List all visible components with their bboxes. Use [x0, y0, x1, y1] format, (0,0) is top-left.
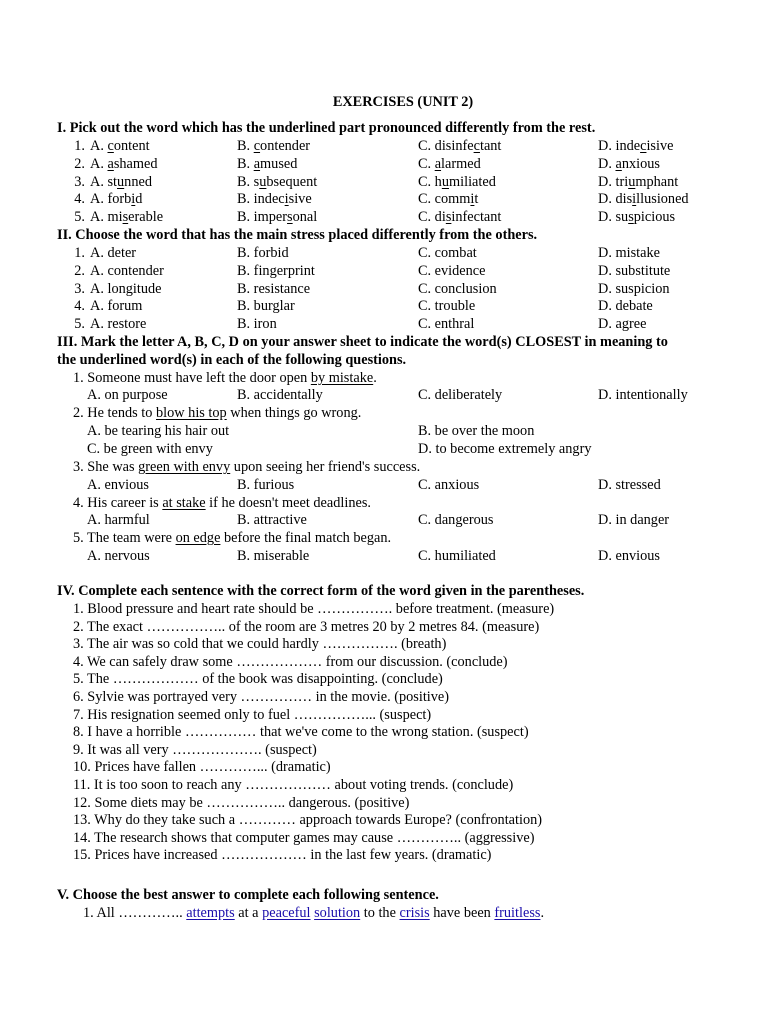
question-3-1: 1. Someone must have left the door open by mistake. [73, 370, 377, 386]
option-c [418, 155, 481, 173]
options-3-2-row1 [0, 422, 768, 440]
option-c [418, 190, 478, 208]
option-d: D. envious [598, 548, 660, 564]
option-c: C. anxious [418, 477, 480, 493]
word-link[interactable]: crisis [399, 905, 430, 921]
sentence-line: 14. The research shows that computer games may cause ………….. (aggressive) [73, 830, 535, 846]
item-row [0, 297, 768, 315]
underlined-letter: s [628, 209, 634, 225]
option-c: C. be green with envy [87, 441, 213, 457]
option-text: llusioned [636, 191, 689, 207]
underlined-phrase: by mistake [310, 370, 374, 386]
sentence-line: 10. Prices have fallen …………... (dramatic) [73, 759, 331, 775]
sentence-line: 15. Prices have increased ……………… in the last few years. (dramatic) [73, 847, 492, 863]
option-text: A. [90, 138, 108, 154]
option-text: picious [633, 209, 676, 225]
option-text: D. [598, 156, 616, 172]
item-row [0, 190, 768, 208]
section-5-heading: V. Choose the best answer to complete each following sentence. [57, 887, 439, 903]
option-text: B. indec [237, 191, 285, 207]
option-a: A. envious [87, 477, 149, 493]
sentence-line: 3. The air was so cold that we could hardly ……………. (breath) [73, 636, 447, 652]
underlined-phrase: blow his top [156, 405, 227, 421]
option-text: A. [90, 156, 108, 172]
item-number: 1. [74, 138, 85, 154]
sentence-line: 12. Some diets may be …………….. dangerous. (positive) [73, 795, 410, 811]
option-b [237, 190, 312, 208]
underlined-letter: a [253, 156, 261, 172]
item-number: 5. [74, 209, 85, 225]
option-text: erable [128, 209, 164, 225]
question-3-5: 5. The team were on edge before the final match began. [73, 530, 392, 546]
option-text: A. mi [90, 209, 123, 225]
option-a [90, 155, 158, 173]
section-2-heading: II. Choose the word that has the main stress placed differently from the others. [57, 227, 538, 243]
sentence-line: 8. I have a horrible …………… that we've come to the wrong station. (suspect) [73, 724, 529, 740]
option-text: B. [237, 138, 254, 154]
option-a: A. forum [90, 298, 143, 314]
option-c: C. enthral [418, 316, 475, 332]
option-text: C. comm [418, 191, 471, 207]
item-row [0, 280, 768, 298]
underlined-letter: c [107, 138, 114, 154]
question-3-4: 4. His career is at stake if he doesn't meet deadlines. [73, 495, 371, 511]
option-b [237, 155, 297, 173]
sentence-line: 7. His resignation seemed only to fuel ……………... (suspect) [73, 707, 432, 723]
option-text: D. tri [598, 174, 629, 190]
option-text: D. inde [598, 138, 641, 154]
option-c [418, 137, 501, 155]
option-text: mused [260, 156, 298, 172]
option-a: A. be tearing his hair out [87, 423, 230, 439]
underlined-letter: s [445, 209, 452, 225]
word-link[interactable]: solution [314, 905, 361, 921]
option-d: D. in danger [598, 512, 670, 528]
page-title: EXERCISES (UNIT 2) [332, 94, 474, 110]
underlined-letter: i [470, 191, 475, 207]
sentence-line: 1. Blood pressure and heart rate should be ……………. before treatment. (measure) [73, 601, 555, 617]
underlined-phrase: on edge [175, 530, 221, 546]
sentence-line: 2. The exact …………….. of the room are 3 metres 20 by 2 metres 84. (measure) [73, 619, 540, 635]
option-a [90, 173, 152, 191]
section-3-heading-line2: the underlined word(s) in each of the following questions. [57, 352, 407, 368]
option-text: shamed [113, 156, 158, 172]
sentence-line: 4. We can safely draw some ……………… from our discussion. (conclude) [73, 654, 508, 670]
option-text: D. su [598, 209, 629, 225]
option-c [418, 173, 496, 191]
option-c: C. conclusion [418, 281, 497, 297]
option-d: D. intentionally [598, 387, 688, 403]
option-b: B. attractive [237, 512, 307, 528]
option-c [418, 208, 501, 226]
underlined-letter: i [284, 191, 289, 207]
underlined-letter: c [473, 138, 480, 154]
option-b [237, 137, 310, 155]
option-b: B. miserable [237, 548, 310, 564]
underlined-letter: i [632, 191, 637, 207]
option-d: D. stressed [598, 477, 661, 493]
option-text: infectant [451, 209, 502, 225]
underlined-letter: a [615, 156, 622, 172]
underlined-letter: c [640, 138, 647, 154]
option-text: t [474, 191, 479, 207]
options-3-2-row2 [0, 440, 768, 458]
option-text: D. dis [598, 191, 633, 207]
option-text: d [135, 191, 143, 207]
section-3-heading-line1: III. Mark the letter A, B, C, D on your answer sheet to indicate the word(s) CLOSEST in meaning to [57, 334, 668, 350]
option-c: C. trouble [418, 298, 476, 314]
option-text: miliated [449, 174, 496, 190]
option-d: D. mistake [598, 245, 660, 261]
option-text: sive [288, 191, 312, 207]
item-number: 3. [74, 281, 85, 297]
option-d: D. debate [598, 298, 653, 314]
underlined-letter: u [117, 174, 125, 190]
item-number: 2. [74, 156, 85, 172]
item-number: 2. [74, 263, 85, 279]
word-link[interactable]: peaceful [262, 905, 311, 921]
option-text: ontender [260, 138, 311, 154]
option-d: D. substitute [598, 263, 671, 279]
underlined-letter: i [131, 191, 136, 207]
item-number: 4. [74, 191, 85, 207]
option-text: A. forb [90, 191, 132, 207]
option-b: B. be over the moon [418, 423, 535, 439]
option-text: B. s [237, 174, 260, 190]
question-3-3: 3. She was green with envy upon seeing her friend's success. [73, 459, 421, 475]
option-text: B. [237, 156, 254, 172]
option-b: B. resistance [237, 281, 311, 297]
option-c: C. humiliated [418, 548, 496, 564]
item-number: 1. [74, 245, 85, 261]
sentence-line: 11. It is too soon to reach any ……………… about voting trends. (conclude) [73, 777, 514, 793]
item-row [0, 173, 768, 191]
options-3-5 [0, 547, 768, 565]
option-text: ontent [113, 138, 150, 154]
option-text: C. [418, 156, 435, 172]
option-text: bsequent [266, 174, 318, 190]
question-5-1: 1. All ………….. attempts at a peaceful solution to the crisis have been fruitless. [83, 905, 545, 921]
section-1-heading: I. Pick out the word which has the underlined part pronounced differently from the rest. [57, 120, 596, 136]
underlined-phrase: at stake [162, 495, 206, 511]
word-link[interactable]: fruitless [494, 905, 541, 921]
option-text: nned [124, 174, 152, 190]
option-b: B. accidentally [237, 387, 323, 403]
option-d [598, 155, 660, 173]
item-number: 4. [74, 298, 85, 314]
underlined-letter: u [628, 174, 636, 190]
underlined-letter: u [441, 174, 449, 190]
option-a [90, 208, 163, 226]
options-3-3 [0, 476, 768, 494]
option-a: A. longitude [90, 281, 162, 297]
options-3-4 [0, 511, 768, 529]
option-b [237, 173, 317, 191]
option-d [598, 173, 678, 191]
option-d [598, 208, 675, 226]
option-a: A. harmful [87, 512, 150, 528]
underlined-letter: a [434, 156, 442, 172]
option-b: B. fingerprint [237, 263, 315, 279]
underlined-letter: a [107, 156, 114, 172]
option-a [90, 137, 150, 155]
item-row [0, 262, 768, 280]
option-c: C. evidence [418, 263, 486, 279]
option-a: A. restore [90, 316, 147, 332]
option-b: B. burglar [237, 298, 295, 314]
option-c: C. dangerous [418, 512, 494, 528]
underlined-letter: s [287, 209, 293, 225]
option-text: tant [479, 138, 502, 154]
underlined-letter: c [253, 138, 261, 154]
item-number: 5. [74, 316, 85, 332]
option-a: A. on purpose [87, 387, 168, 403]
item-row [0, 155, 768, 173]
item-number: 3. [74, 174, 85, 190]
option-b: B. forbid [237, 245, 289, 261]
sentence-line: 6. Sylvie was portrayed very …………… in the movie. (positive) [73, 689, 450, 705]
underlined-letter: u [259, 174, 267, 190]
option-d: D. agree [598, 316, 647, 332]
options-3-1 [0, 386, 768, 404]
option-text: C. h [418, 174, 442, 190]
option-text: larmed [441, 156, 481, 172]
option-text: C. disinfe [418, 138, 474, 154]
item-row [0, 244, 768, 262]
option-a: A. contender [90, 263, 164, 279]
option-text: nxious [621, 156, 660, 172]
item-row [0, 208, 768, 226]
option-b: B. furious [237, 477, 295, 493]
section-4-heading: IV. Complete each sentence with the correct form of the word given in the parentheses. [57, 583, 585, 599]
option-b: B. iron [237, 316, 277, 332]
underlined-letter: s [122, 209, 129, 225]
option-b [237, 208, 317, 226]
question-3-2: 2. He tends to blow his top when things go wrong. [73, 405, 362, 421]
item-row [0, 315, 768, 333]
option-c: C. combat [418, 245, 477, 261]
option-d: D. to become extremely angry [418, 441, 592, 457]
option-a [90, 190, 142, 208]
sentence-line: 5. The ……………… of the book was disappointing. (conclude) [73, 671, 443, 687]
option-text: B. imper [237, 209, 288, 225]
underlined-phrase: green with envy [138, 459, 231, 475]
sentence-line: 9. It was all very ………………. (suspect) [73, 742, 317, 758]
sentence-line: 13. Why do they take such a ………… approach towards Europe? (confrontation) [73, 812, 543, 828]
option-a: A. nervous [87, 548, 150, 564]
option-text: A. st [90, 174, 118, 190]
option-d [598, 137, 673, 155]
option-a: A. deter [90, 245, 137, 261]
option-text: onal [292, 209, 318, 225]
option-d [598, 190, 689, 208]
option-text: mphant [635, 174, 679, 190]
option-c: C. deliberately [418, 387, 503, 403]
option-d: D. suspicion [598, 281, 670, 297]
option-text: isive [646, 138, 674, 154]
word-link[interactable]: attempts [186, 905, 235, 921]
option-text: C. di [418, 209, 446, 225]
item-row [0, 137, 768, 155]
